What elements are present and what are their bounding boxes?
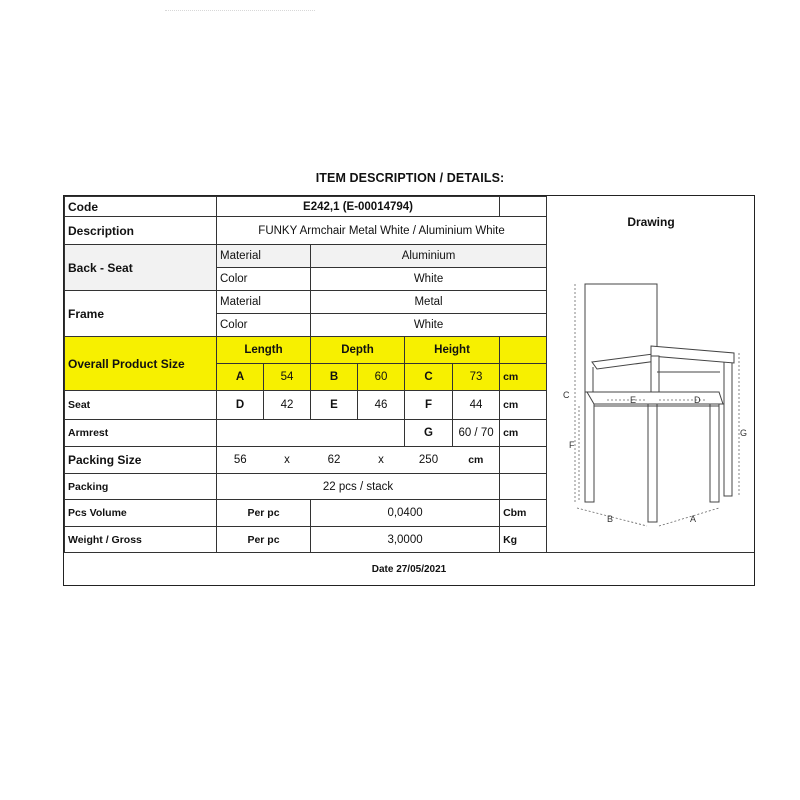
drawing-label-e: E: [630, 395, 637, 405]
pcs-volume-value: 0,0400: [311, 500, 500, 527]
dim-d-value: 42: [264, 391, 311, 420]
chair-back-panel: [585, 284, 657, 392]
date-footer: Date 27/05/2021: [64, 552, 754, 586]
packing-size-length: 56: [217, 447, 264, 474]
frame-color-value: White: [311, 314, 547, 337]
description-value: FUNKY Armchair Metal White / Aluminium White: [217, 217, 547, 245]
row-packing-size: [65, 447, 547, 474]
pcs-volume-per: Per pc: [217, 500, 311, 527]
pcs-volume-label: Pcs Volume: [65, 500, 217, 527]
drawing-label-c: C: [563, 390, 570, 400]
frame-color-label: Color: [217, 314, 311, 337]
packing-value: 22 pcs / stack: [217, 474, 500, 500]
packing-size-label: Packing Size: [65, 447, 217, 474]
dim-a-value: 54: [264, 364, 311, 391]
height-header: Height: [405, 337, 500, 364]
row-overall-headers: [65, 337, 547, 364]
packing-size-blank: [500, 447, 547, 474]
depth-header: Depth: [311, 337, 405, 364]
back-seat-material-label: Material: [217, 245, 311, 268]
document-title: ITEM DESCRIPTION / DETAILS:: [315, 171, 505, 185]
chair-leg-front-right: [710, 392, 719, 502]
drawing-title: Drawing: [627, 215, 675, 229]
packing-size-width: 62: [311, 447, 358, 474]
overall-unit: cm: [500, 364, 547, 391]
drawing-label-f: F: [569, 440, 575, 450]
chair-leg-back-right: [648, 392, 657, 522]
drawing-label-b: B: [607, 514, 614, 524]
armrest-label: Armrest: [65, 420, 217, 447]
chair-armrest-right-post: [651, 356, 659, 392]
chair-seat: [587, 392, 723, 404]
dim-g-letter: G: [405, 420, 453, 447]
drawing-label-g: G: [740, 428, 748, 438]
code-label: Code: [65, 197, 217, 217]
row-packing: [65, 474, 547, 500]
weight-value: 3,0000: [311, 527, 500, 553]
dim-c-value: 73: [453, 364, 500, 391]
dim-b-value: 60: [358, 364, 405, 391]
drawing-label-d: D: [694, 395, 701, 405]
row-seat: [65, 391, 547, 420]
chair-leg-rear-far: [724, 361, 732, 496]
row-code: [65, 197, 547, 217]
row-pcs-volume: [65, 500, 547, 527]
faint-scan-mark: [165, 10, 315, 17]
spec-table: [64, 196, 547, 553]
frame-label: Frame: [65, 291, 217, 337]
packing-size-x2: x: [358, 447, 405, 474]
dim-a-letter: A: [217, 364, 264, 391]
row-armrest: [65, 420, 547, 447]
dim-line-a: [659, 508, 719, 526]
overall-size-label: Overall Product Size: [65, 337, 217, 391]
packing-label: Packing: [65, 474, 217, 500]
drawing-panel: [546, 196, 755, 552]
weight-unit: Kg: [500, 527, 547, 553]
armrest-blank: [217, 420, 405, 447]
dim-d-letter: D: [217, 391, 264, 420]
frame-material-value: Metal: [311, 291, 547, 314]
dim-e-letter: E: [311, 391, 358, 420]
code-blank: [500, 197, 547, 217]
frame-material-label: Material: [217, 291, 311, 314]
packing-size-height: 250: [405, 447, 453, 474]
dim-b-letter: B: [311, 364, 358, 391]
packing-blank: [500, 474, 547, 500]
weight-per: Per pc: [217, 527, 311, 553]
packing-size-x1: x: [264, 447, 311, 474]
spec-sheet: [63, 195, 755, 586]
dim-f-value: 44: [453, 391, 500, 420]
chair-leg-back-left: [585, 392, 594, 502]
chair-drawing: [547, 196, 756, 552]
length-header: Length: [217, 337, 311, 364]
seat-unit: cm: [500, 391, 547, 420]
row-weight: [65, 527, 547, 553]
dim-f-letter: F: [405, 391, 453, 420]
chair-armrest-right: [651, 346, 734, 363]
dim-e-value: 46: [358, 391, 405, 420]
row-back-seat-material: [65, 245, 547, 268]
back-seat-label: Back - Seat: [65, 245, 217, 291]
armrest-unit: cm: [500, 420, 547, 447]
back-seat-color-value: White: [311, 268, 547, 291]
dim-c-letter: C: [405, 364, 453, 391]
seat-label: Seat: [65, 391, 217, 420]
code-value: E242,1 (E-00014794): [217, 197, 500, 217]
back-seat-material-value: Aluminium: [311, 245, 547, 268]
pcs-volume-unit: Cbm: [500, 500, 547, 527]
drawing-label-a: A: [690, 514, 697, 524]
back-seat-color-label: Color: [217, 268, 311, 291]
description-label: Description: [65, 217, 217, 245]
row-description: [65, 217, 547, 245]
overall-header-blank: [500, 337, 547, 364]
dim-g-value: 60 / 70: [453, 420, 500, 447]
row-frame-material: [65, 291, 547, 314]
packing-size-unit: cm: [453, 447, 500, 474]
weight-label: Weight / Gross: [65, 527, 217, 553]
